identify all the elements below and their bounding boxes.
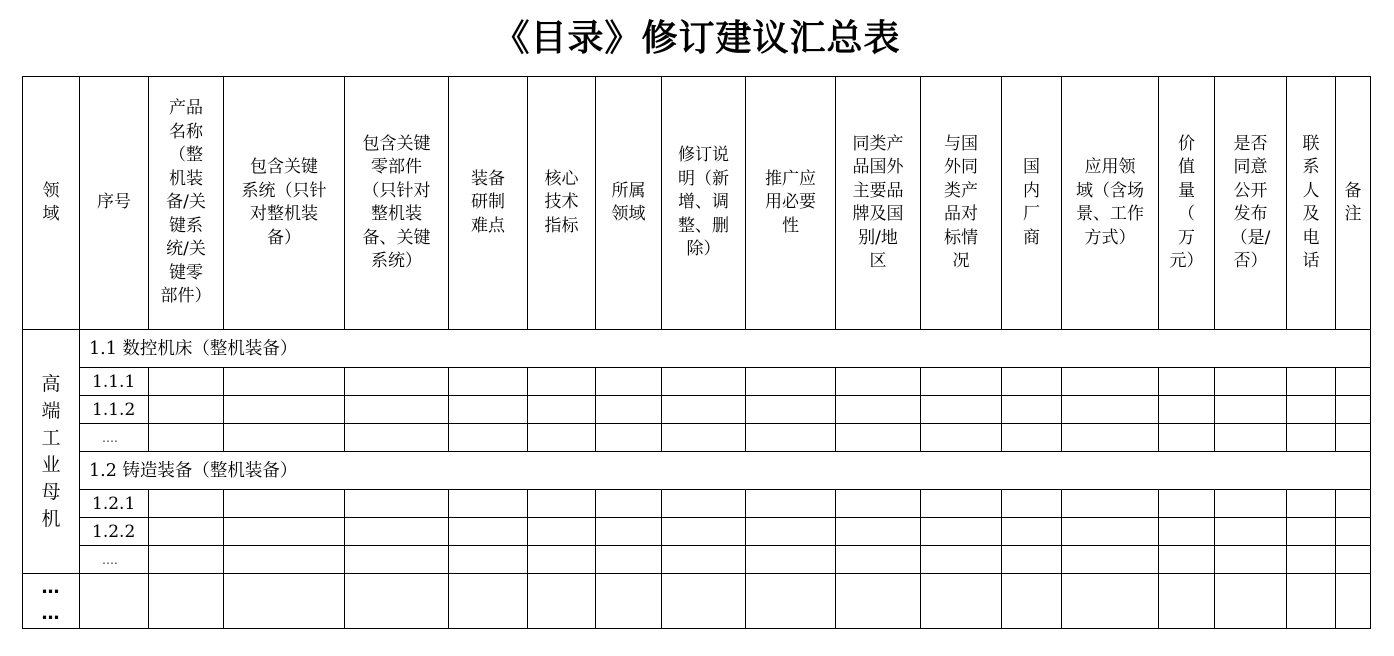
header-cell: 推广应 用必要 性 — [746, 77, 836, 330]
table-row — [23, 546, 1371, 574]
section-row — [23, 452, 1371, 490]
row-number: 1.1.1 — [80, 368, 149, 396]
table-row — [23, 518, 1371, 546]
summary-table — [22, 76, 1371, 629]
table-row-more — [23, 574, 1371, 629]
section-label: 1.1 数控机床（整机装备） — [80, 330, 1371, 368]
header-cell: 价 值 量 （ 万 元） — [1159, 77, 1215, 330]
row-number: 1.1.2 — [80, 396, 149, 424]
header-cell: 备 注 — [1336, 77, 1371, 330]
header-cell: 国 内 厂 商 — [1002, 77, 1062, 330]
header-cell: 所属 领域 — [596, 77, 662, 330]
domain-cell: 高 端 工 业 母 机 — [23, 330, 80, 574]
section-label: 1.2 铸造装备（整机装备） — [80, 452, 1371, 490]
row-number: 1.2.1 — [80, 490, 149, 518]
header-cell: 是否 同意 公开 发布 （是/ 否） — [1215, 77, 1287, 330]
table-row — [23, 396, 1371, 424]
header-cell: 应用领 域（含场 景、工作 方式） — [1062, 77, 1159, 330]
header-cell: 核心 技术 指标 — [528, 77, 596, 330]
header-cell: 与国 外同 类产 品对 标情 况 — [921, 77, 1002, 330]
row-number: …. — [80, 424, 149, 452]
row-number: 1.2.2 — [80, 518, 149, 546]
header-cell: 包含关键 零部件 （只针对 整机装 备、关键 系统） — [345, 77, 449, 330]
header-cell: 修订说 明（新 增、调 整、删 除） — [662, 77, 746, 330]
header-cell: 序号 — [80, 77, 149, 330]
table-row — [23, 368, 1371, 396]
section-row — [23, 330, 1371, 368]
table-row — [23, 424, 1371, 452]
header-cell: 联 系 人 及 电 话 — [1287, 77, 1336, 330]
header-cell: 产品 名称 （整 机装 备/关 键系 统/关 键零 部件） — [149, 77, 224, 330]
row-number: …. — [80, 546, 149, 574]
header-cell: 包含关键 系统（只针 对整机装 备） — [224, 77, 345, 330]
header-cell: 领 域 — [23, 77, 80, 330]
header-row — [23, 77, 1371, 330]
header-cell: 同类产 品国外 主要品 牌及国 别/地 区 — [836, 77, 921, 330]
table-row — [23, 490, 1371, 518]
header-cell: 装备 研制 难点 — [449, 77, 528, 330]
page-title: 《目录》修订建议汇总表 — [493, 17, 901, 59]
more-domains-cell: … … — [23, 574, 80, 629]
